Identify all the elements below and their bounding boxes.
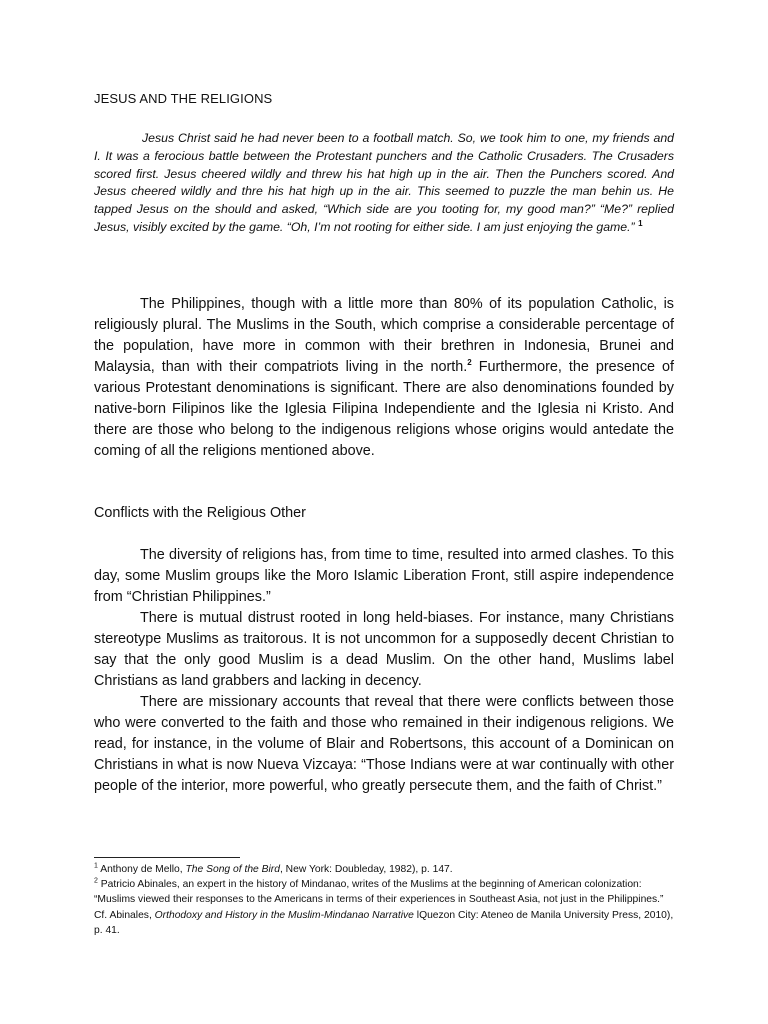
footnote-1-title: The Song of the Bird (185, 864, 280, 875)
footnote-2-pre: Patricio Abinales, an expert in the history of Mindanao, writes of the Muslims at the beginning of American colonization: “Muslims viewed their responses to the Americans in terms of their experiences in Southeast Asia, not just in the Philippines.” Cf. Abinales, (94, 879, 664, 921)
footnote-1-post: , New York: Doubleday, 1982), p. 147. (279, 864, 453, 875)
footnote-1-pre: Anthony de Mello, (97, 864, 186, 875)
intro-text-a: The Philippines, though with a little more than 80% of its population Catholic, is religiously plural. The Muslims in the South, which comprise a considerable percentage of the population, have more in common with their brethren in Indonesia, Brunei and Malaysia, than with their compatriots living in the north. (94, 296, 674, 375)
footnotes (94, 862, 674, 938)
footnote-ref-1[interactable]: 1 (638, 218, 643, 228)
quote-paragraph (94, 130, 674, 237)
intro-section (94, 294, 674, 462)
footnote-1-number: 1 (94, 862, 98, 870)
footnote-ref-2[interactable]: 2 (467, 358, 472, 368)
section-heading: Conflicts with the Religious Other (94, 505, 306, 521)
intro-paragraph (94, 294, 674, 462)
conflicts-paragraph-3: There are missionary accounts that reveal that there were conflicts between those who were converted to the faith and those who remained in their indigenous religions. We read, for instance, in the volume of Blair and Robertsons, this account of a Dominican on Christians in what is now Nueva Vizcaya: “Those Indians were at war continually with other people of the interior, more powerful, who greatly persecute them, and the faith of Christ.” (94, 694, 674, 794)
quote-text: Jesus Christ said he had never been to a football match. So, we took him to one, my friends and I. It was a ferocious battle between the Protestant punchers and the Catholic Crusaders. The Crusaders scored first. Jesus cheered wildly and threw his hat high up in the air. Then the Punchers scored. And Jesus cheered wildly and thre his hat high up in the air. This seemed to puzzle the man behin us. He tapped Jesus on the should and asked, “Which side are you tooting for, my good man?” “Me?” replied Jesus, visibly excited by the game. “Oh, I’m not rooting for either side. I am just enjoying the game.” (94, 131, 674, 234)
footnote-divider (94, 857, 240, 858)
footnote-2-number: 2 (94, 877, 98, 885)
conflicts-paragraph-2: There is mutual distrust rooted in long held-biases. For instance, many Christians stereotype Muslims as traitorous. It is not uncommon for a supposedly decent Christian to say that the only good Muslim is a dead Muslim. On the other hand, Muslims label Christians as land grabbers and lacking in decency. (94, 610, 674, 689)
document-title: JESUS AND THE RELIGIONS (94, 91, 273, 106)
footnote-2 (94, 877, 674, 938)
footnote-1 (94, 862, 674, 877)
epigraph-quote (94, 130, 674, 237)
intro-text-b: Furthermore, the presence of various Protestant denominations is significant. There are also denominations founded by native-born Filipinos like the Iglesia Filipina Independiente and the Iglesia ni Kristo. And there are those who belong to the indigenous religions whose origins would antedate the coming of all the religions mentioned above. (94, 359, 674, 459)
conflicts-paragraph-1: The diversity of religions has, from time to time, resulted into armed clashes. To this day, some Muslim groups like the Moro Islamic Liberation Front, still aspire independence from “Christian Philippines.” (94, 547, 674, 605)
footnote-2-title: Orthodoxy and History in the Muslim-Mindanao Narrative (154, 909, 414, 921)
conflicts-section (94, 545, 674, 797)
footnote-2-post: lQuezon City: Ateneo de Manila University Press, 2010), p. 41. (94, 909, 674, 936)
